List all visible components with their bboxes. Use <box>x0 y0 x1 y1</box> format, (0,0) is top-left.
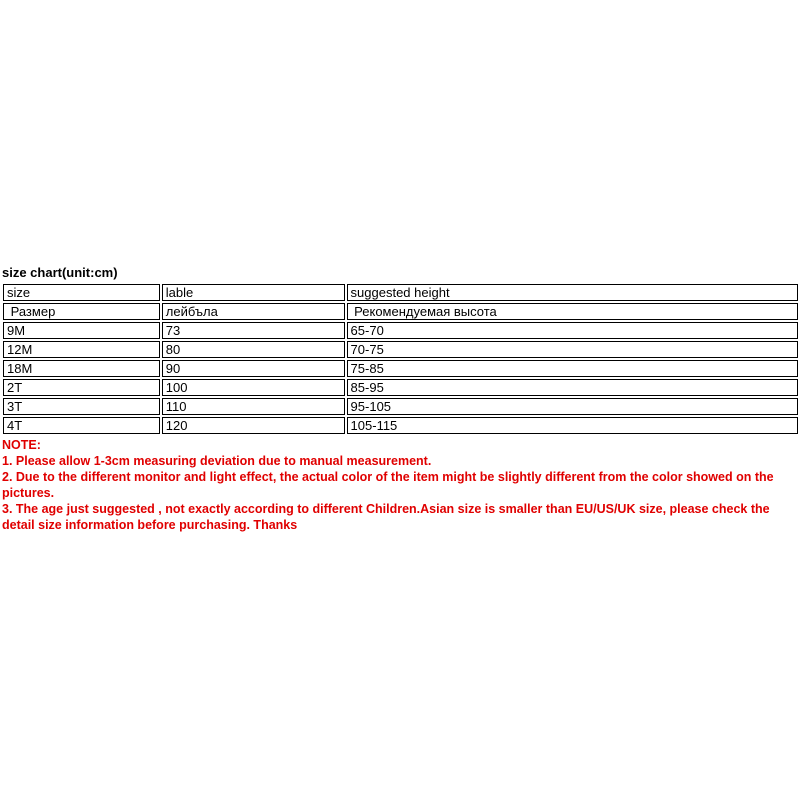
table-row <box>3 341 798 358</box>
table-cell: 3T <box>3 398 160 415</box>
table-row <box>3 398 798 415</box>
table-cell: 110 <box>162 398 345 415</box>
table-cell: 2T <box>3 379 160 396</box>
table-cell: 75-85 <box>347 360 798 377</box>
table-cell: Рекомендуемая высота <box>347 303 798 320</box>
note-heading: NOTE: <box>2 438 41 452</box>
table-row <box>3 417 798 434</box>
table-cell: Размер <box>3 303 160 320</box>
table-cell: лейбъла <box>162 303 345 320</box>
note-item-2: 2. Due to the different monitor and light effect, the actual color of the item might be slightly different from the color showed on the pictures. <box>2 470 774 500</box>
table-row <box>3 379 798 396</box>
table-cell: 95-105 <box>347 398 798 415</box>
table-row <box>3 360 798 377</box>
notes-section <box>2 437 782 533</box>
table-cell: 73 <box>162 322 345 339</box>
table-cell: lable <box>162 284 345 301</box>
table-cell: 105-115 <box>347 417 798 434</box>
table-cell: 80 <box>162 341 345 358</box>
table-cell: 4T <box>3 417 160 434</box>
table-cell: suggested height <box>347 284 798 301</box>
table-row-header-ru <box>3 303 798 320</box>
table-row <box>3 322 798 339</box>
table-cell: 90 <box>162 360 345 377</box>
table-cell: 12M <box>3 341 160 358</box>
table-cell: size <box>3 284 160 301</box>
note-item-1: 1. Please allow 1-3cm measuring deviation due to manual measurement. <box>2 454 432 468</box>
size-chart-title: size chart(unit:cm) <box>2 265 118 280</box>
table-cell: 9M <box>3 322 160 339</box>
table-row-header <box>3 284 798 301</box>
table-cell: 18M <box>3 360 160 377</box>
table-cell: 70-75 <box>347 341 798 358</box>
table-cell: 100 <box>162 379 345 396</box>
table-cell: 65-70 <box>347 322 798 339</box>
size-table <box>1 282 800 436</box>
table-cell: 120 <box>162 417 345 434</box>
note-item-3: 3. The age just suggested , not exactly according to different Children.Asian size is smaller than EU/US/UK size, please check the detail size information before purchasing. Thanks <box>2 502 770 532</box>
table-cell: 85-95 <box>347 379 798 396</box>
